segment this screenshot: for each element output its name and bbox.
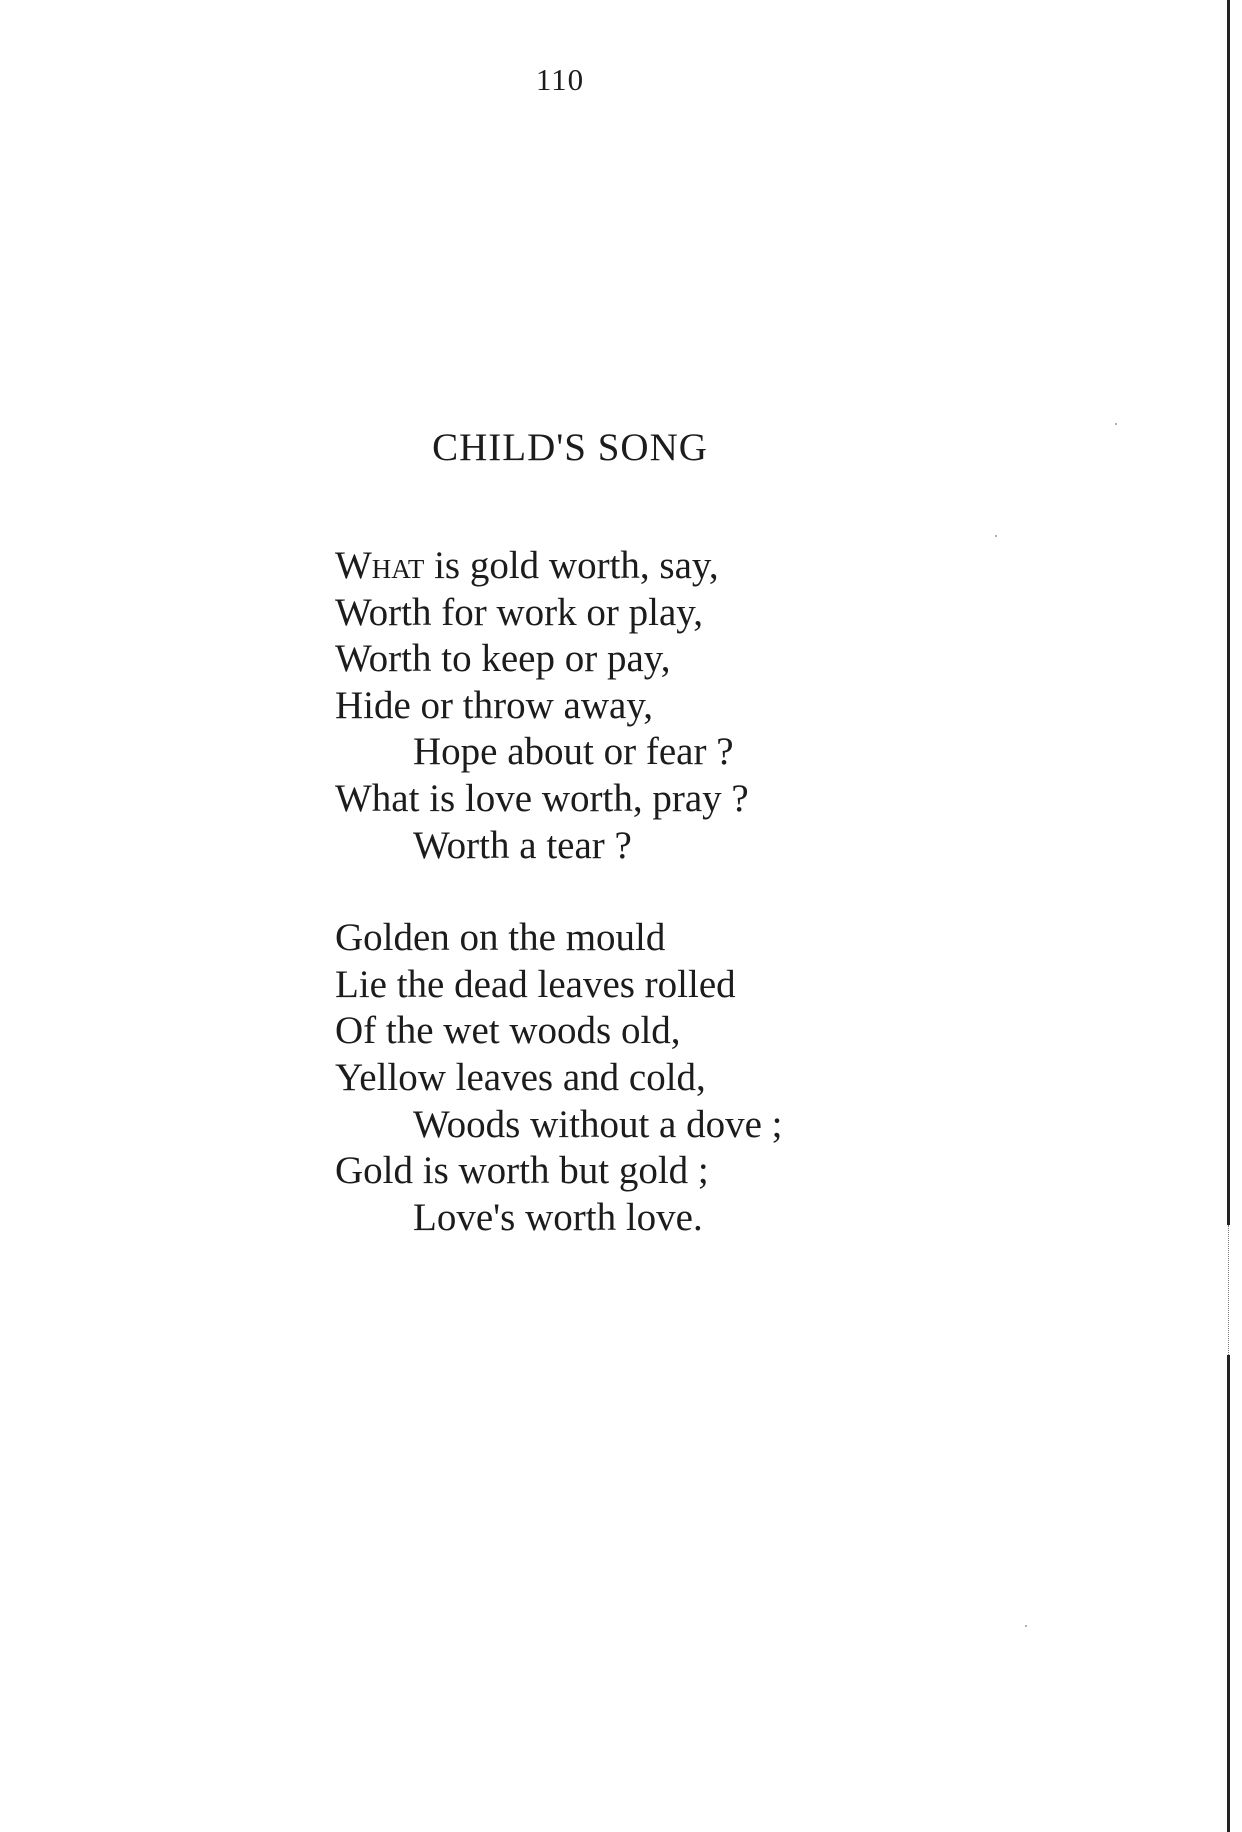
- poem-line-indented: Worth a tear ?: [413, 823, 632, 867]
- poem-body: [335, 543, 935, 1241]
- page-edge-dots: [1228, 1225, 1230, 1355]
- poem-line-indented: Hope about or fear ?: [413, 730, 734, 774]
- small-caps-opening-word: What: [335, 544, 425, 587]
- stanza: [335, 915, 935, 1241]
- poem-title: CHILD'S SONG: [432, 426, 708, 469]
- poem-line: Worth to keep or pay,: [335, 637, 671, 681]
- poem-line: Hide or throw away,: [335, 683, 654, 727]
- poem-line-indented: Love's worth love.: [413, 1195, 703, 1239]
- poem-line: Gold is worth but gold ;: [335, 1149, 709, 1193]
- poem-line: Of the wet woods old,: [335, 1009, 681, 1053]
- poem-line-text: is gold worth, say,: [424, 544, 719, 587]
- stanza: [335, 543, 935, 869]
- scan-speck: [995, 535, 997, 537]
- poem-line: Lie the dead leaves rolled: [335, 962, 736, 1006]
- page-edge-rule: [1227, 0, 1230, 1832]
- poem-line-indented: Woods without a dove ;: [413, 1102, 783, 1146]
- poem-line: What is love worth, pray ?: [335, 776, 749, 820]
- scan-speck: [1025, 1625, 1027, 1627]
- page-number: 110: [535, 62, 585, 97]
- poem-line: Worth for work or play,: [335, 590, 703, 634]
- poem-line: Yellow leaves and cold,: [335, 1055, 706, 1099]
- poem-line: [335, 543, 935, 590]
- poem-line: Golden on the mould: [335, 916, 666, 960]
